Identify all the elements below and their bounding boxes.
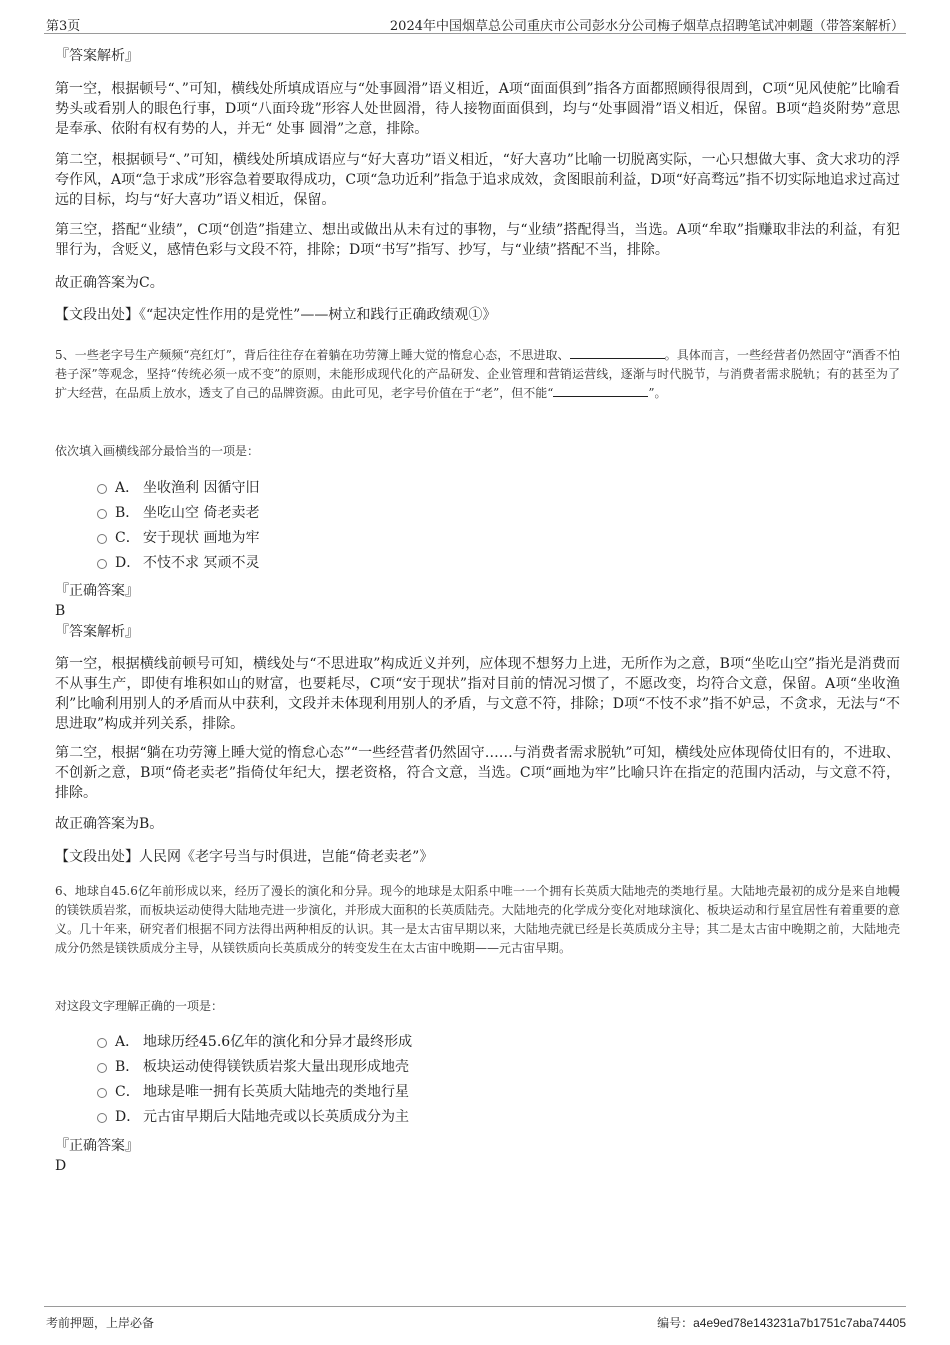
option-letter: C．	[115, 1084, 140, 1100]
q6-option-d[interactable]	[97, 1107, 597, 1132]
document-code	[657, 1314, 906, 1331]
option-text: 元古宙早期后大陆地壳或以长英质成分为主	[143, 1109, 409, 1125]
option-text: 地球历经45.6亿年的演化和分异才最终形成	[143, 1034, 413, 1050]
radio-icon[interactable]	[97, 484, 107, 494]
option-text: 坐吃山空 倚老卖老	[143, 505, 260, 521]
q5-option-b[interactable]	[97, 503, 597, 528]
q5-option-c[interactable]	[97, 528, 597, 553]
q5-blank-2	[553, 384, 648, 397]
option-text: 不忮不求 冥顽不灵	[143, 555, 260, 571]
option-text: 地球是唯一拥有长英质大陆地壳的类地行星	[143, 1084, 409, 1100]
q6-option-a[interactable]	[97, 1032, 597, 1057]
option-letter: A．	[115, 1034, 140, 1050]
q5-conclusion: 故正确答案为B。	[55, 816, 164, 832]
option-letter: D．	[115, 555, 141, 571]
page-number: 第3页	[46, 19, 81, 34]
q4-conclusion: 故正确答案为C。	[55, 275, 164, 291]
radio-icon[interactable]	[97, 559, 107, 569]
q5-stem-part-3: ”。	[648, 386, 667, 400]
q6-answer-tag: 『正确答案』	[55, 1138, 139, 1154]
q4-analysis-paragraph-2: 第二空，根据顿号“、”可知，横线处所填成语应与“好大喜功”语义相近，“好大喜功”比喻一切脱离实际，一心只想做大事、贪大求功的浮夸作风，A项“急于求成”形容急着要取得成功，C项“急功近利”指急于追求成效，贪图眼前利益，D项“好高骛远”指不切实际地追求过高过远的目标，均与“好大喜功”语义相近，保留。	[55, 152, 900, 208]
q5-option-d[interactable]	[97, 553, 597, 578]
q6-option-b[interactable]	[97, 1057, 597, 1082]
q6-stem: 6、地球自45.6亿年前形成以来，经历了漫长的演化和分异。现今的地球是太阳系中唯一一个拥有长英质大陆地壳的类地行星。大陆地壳最初的成分是来自地幔的镁铁质岩浆，而板块运动使得大陆地壳进一步演化，并形成大面积的长英质陆壳。大陆地壳的化学成分变化对地球演化、板块运动和行星宜居性有着重要的意义。几十年来，研究者们根据不同方法得出两种相反的认识。其一是太古宙早期以来，大陆地壳就已经是长英质成分主导；其二是太古宙中晚期之前，大陆地壳成分仍然是镁铁质成分主导，从镁铁质向长英质成分的转变发生在太古宙中晚期——元古宙早期。	[55, 884, 900, 955]
radio-icon[interactable]	[97, 509, 107, 519]
q5-stem	[55, 346, 900, 403]
radio-icon[interactable]	[97, 1088, 107, 1098]
option-letter: B．	[115, 1059, 140, 1075]
code-value: a4e9ed78e143231a7b1751c7aba74405	[693, 1316, 906, 1330]
q4-analysis-tag: 『答案解析』	[55, 48, 139, 64]
q6-instruction: 对这段文字理解正确的一项是：	[55, 999, 224, 1013]
radio-icon[interactable]	[97, 1113, 107, 1123]
option-letter: B．	[115, 505, 140, 521]
q5-answer-tag: 『正确答案』	[55, 583, 139, 599]
option-text: 安于现状 画地为牢	[143, 530, 260, 546]
q4-analysis-paragraph-3: 第三空，搭配“业绩”，C项“创造”指建立、想出或做出从未有过的事物，与“业绩”搭配得当，当选。A项“牟取”指赚取非法的利益，有犯罪行为，含贬义，感情色彩与文段不符，排除；D项“书写”指写、抄写，与“业绩”搭配不当，排除。	[55, 222, 900, 258]
code-label: 编号：	[657, 1316, 694, 1330]
q5-analysis-tag: 『答案解析』	[55, 624, 139, 640]
q5-answer: B	[55, 603, 66, 619]
footer-note: 考前押题，上岸必备	[46, 1316, 155, 1330]
q4-source: 【文段出处】《“起决定性作用的是党性”——树立和践行正确政绩观①》	[55, 307, 497, 323]
q4-analysis-paragraph-1: 第一空，根据顿号“、”可知，横线处所填成语应与“处事圆滑”语义相近，A项“面面俱到”指各方面都照顾得很周到，C项“见风使舵”比喻看势头或看别人的眼色行事，D项“八面玲珑”形容人处世圆滑，待人接物面面俱到，均与“处事圆滑”语义相近，保留。B项“趋炎附势”意思是奉承、依附有权有势的人，并无“ 处事 圆滑”之意，排除。	[55, 81, 900, 137]
q5-option-a[interactable]	[97, 478, 597, 503]
document-title: 2024年中国烟草总公司重庆市公司彭水分公司梅子烟草点招聘笔试冲刺题（带答案解析）	[389, 19, 904, 34]
option-text: 板块运动使得镁铁质岩浆大量出现形成地壳	[143, 1059, 409, 1075]
q5-analysis-paragraph-2: 第二空，根据“躺在功劳簿上睡大觉的惰怠心态”“一些经营者仍然固守……与消费者需求脱轨”可知，横线处应体现倚仗旧有的，不进取、不创新之意，B项“倚老卖老”指倚仗年纪大，摆老资格，符合文意，当选。C项“画地为牢”比喻只许在指定的范围内活动，与文意不符，排除。	[55, 745, 900, 801]
q5-analysis-paragraph-1: 第一空，根据横线前顿号可知，横线处与“不思进取”构成近义并列，应体现不想努力上进，无所作为之意，B项“坐吃山空”指光是消费而不从事生产，即使有堆积如山的财富，也要耗尽，C项“安于现状”指对目前的情况习惯了，不愿改变，均符合文意，保留。A项“坐收渔利”比喻利用别人的矛盾而从中获利，文段并未体现利用别人的矛盾，与文意不符，排除；D项“不忮不求”指不妒忌，不贪求，无法与“不思进取”构成并列关系，排除。	[55, 656, 900, 732]
page-footer	[44, 1306, 906, 1332]
option-letter: C．	[115, 530, 140, 546]
q5-options	[97, 478, 597, 578]
radio-icon[interactable]	[97, 1038, 107, 1048]
q5-stem-part-1: 5、一些老字号生产频频“亮红灯”，背后往往存在着躺在功劳簿上睡大觉的惰怠心态，不思进取、	[55, 348, 570, 362]
q6-option-c[interactable]	[97, 1082, 597, 1107]
q6-options	[97, 1032, 597, 1132]
q5-stem-part-2: 。具体而言，一些经营者仍然固守“酒香不怕巷子深”等观念，坚持“传统必须一成不变”的原则，未能形成现代化的产品研发、企业管理和营销运营线，逐渐与时代脱节，与消费者需求脱轨；有的甚至为了扩大经营，在品质上放水，透支了自己的品牌资源。由此可见，老字号价值在于“老”，但不能“	[55, 348, 900, 400]
q6-answer: D	[55, 1158, 67, 1174]
q5-instruction: 依次填入画横线部分最恰当的一项是：	[55, 444, 260, 458]
option-text: 坐收渔利 因循守旧	[143, 480, 260, 496]
option-letter: A．	[115, 480, 140, 496]
radio-icon[interactable]	[97, 1063, 107, 1073]
radio-icon[interactable]	[97, 534, 107, 544]
q5-source: 【文段出处】人民网《老字号当与时俱进，岂能“倚老卖老”》	[55, 849, 434, 865]
q5-blank-1	[570, 346, 665, 359]
option-letter: D．	[115, 1109, 141, 1125]
page-header	[44, 12, 906, 34]
